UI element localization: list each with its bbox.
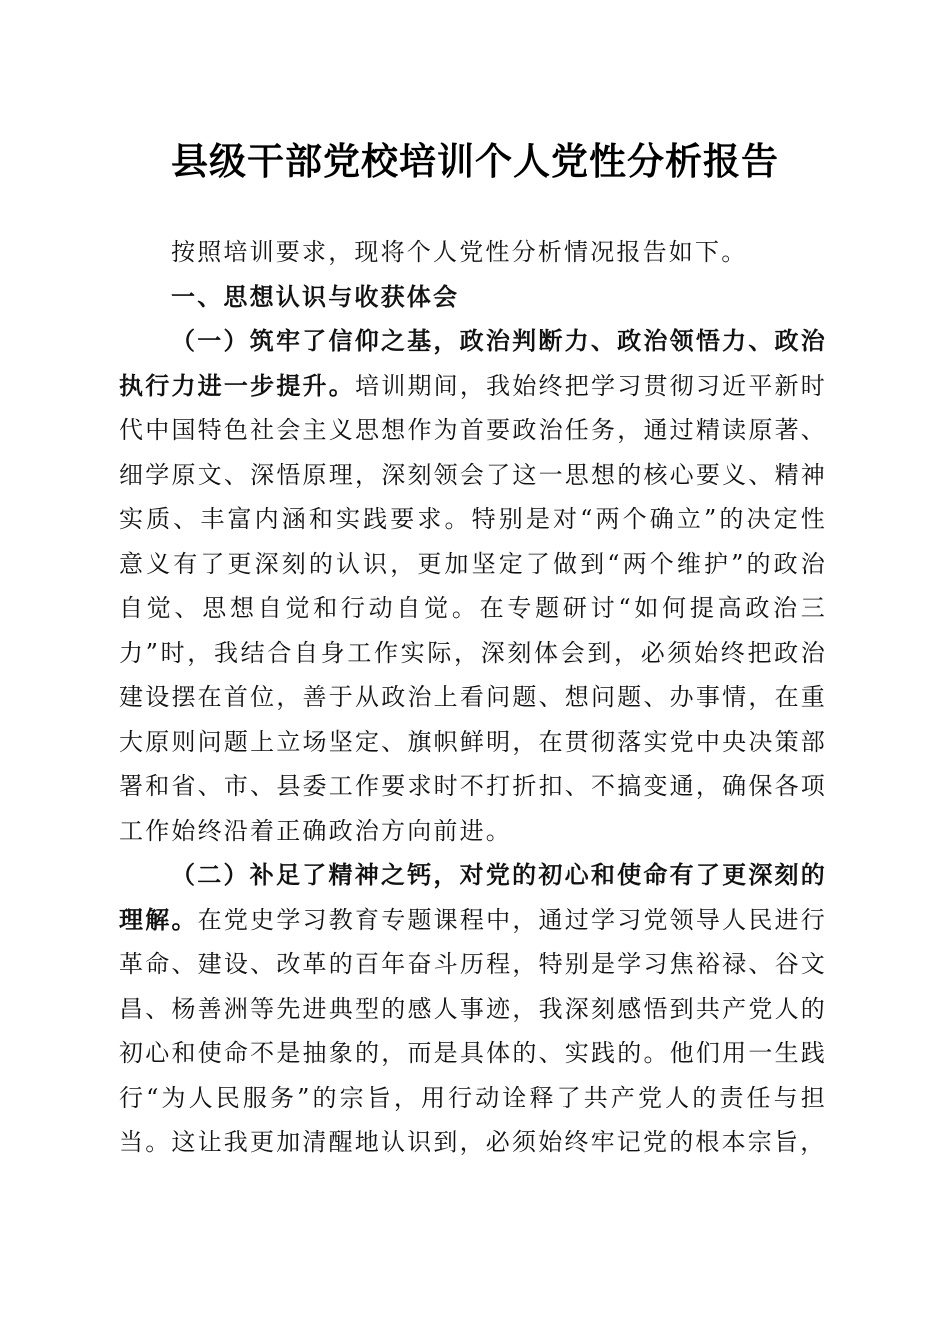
paragraph-2-lead: （二）补足了精神之钙，对党的初心和使命有了更深刻的理解。 bbox=[119, 860, 827, 934]
paragraph-2-body: 在党史学习教育专题课程中，通过学习党领导人民进行革命、建设、改革的百年奋斗历程，特别是学习焦裕禄、谷文昌、杨善洲等先进典型的感人事迹，我深刻感悟到共产党人的初心和使命不是抽象的，而是具体的、实践的。他们用一生践行“为人民服务”的宗旨，用行动诠释了共产党人的责任与担当。这让我更加清醒地认识到，必须始终牢记党的根本宗旨， bbox=[119, 905, 827, 1156]
paragraph-1-lead: （一）筑牢了信仰之基，政治判断力、政治领悟力、政治执行力进一步提升。 bbox=[119, 326, 827, 400]
document-title: 县级干部党校培训个人党性分析报告 bbox=[171, 139, 779, 183]
section-heading: 一、思想认识与收获体会 bbox=[171, 283, 460, 311]
paragraph-2 bbox=[119, 853, 827, 1165]
paragraph-1-body: 培训期间，我始终把学习贯彻习近平新时代中国特色社会主义思想作为首要政治任务，通过精读原著、细学原文、深悟原理，深刻领会了这一思想的核心要义、精神实质、丰富内涵和实践要求。特别是对“两个确立”的决定性意义有了更深刻的认识，更加坚定了做到“两个维护”的政治自觉、思想自觉和行动自觉。在专题研讨“如何提高政治三力”时，我结合自身工作实际，深刻体会到，必须始终把政治建设摆在首位，善于从政治上看问题、想问题、办事情，在重大原则问题上立场坚定、旗帜鲜明，在贯彻落实党中央决策部署和省、市、县委工作要求时不打折扣、不搞变通，确保各项工作始终沿着正确政治方向前进。 bbox=[119, 371, 827, 845]
paragraph-1 bbox=[119, 319, 827, 853]
intro-paragraph: 按照培训要求，现将个人党性分析情况报告如下。 bbox=[171, 238, 748, 266]
